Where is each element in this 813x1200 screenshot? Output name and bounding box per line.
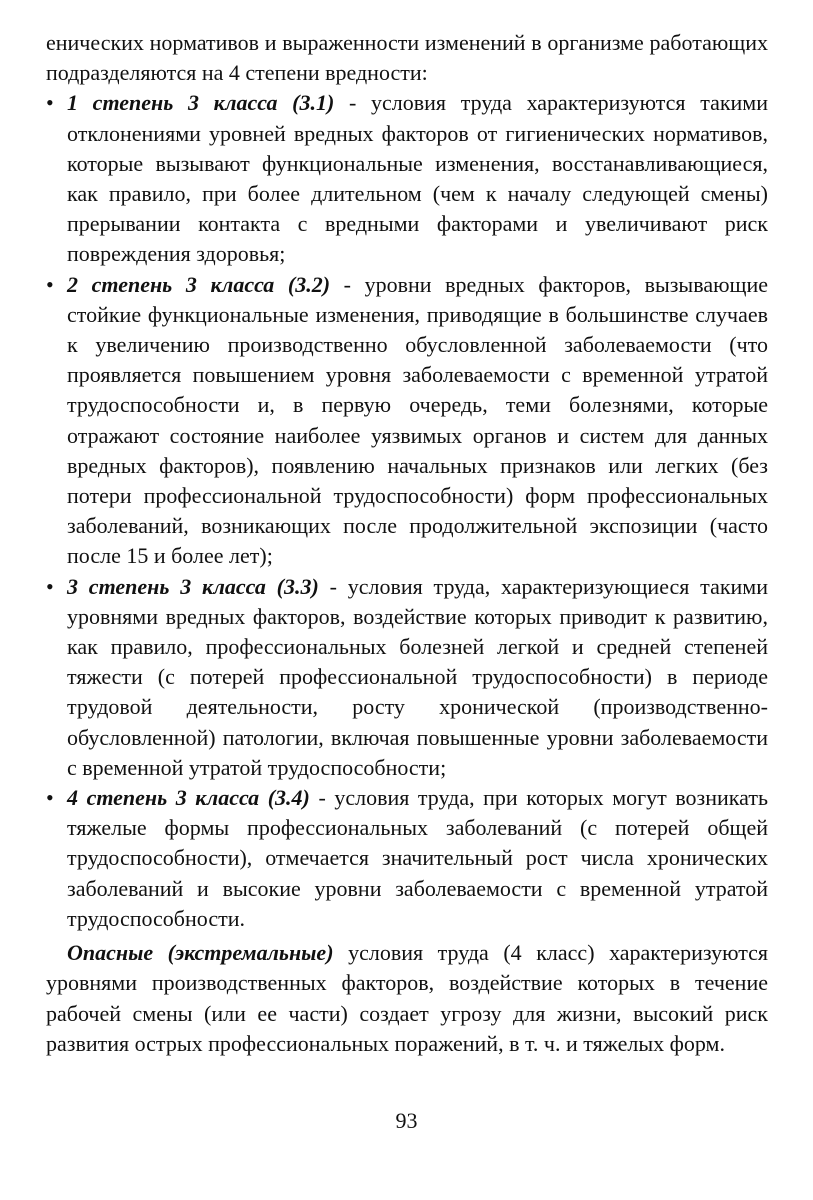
hazard-grades-list	[46, 88, 768, 934]
grade-description: - условия труда характеризуются такими отклонениями уровней вредных факторов от гигиенических нормативов, которые вызывают функциональные изменения, восстанавливающиеся, как правило, при более длительном (чем к началу следующей смены) прерывании контакта с вредными факторами и увеличивают риск повреждения здоровья;	[67, 90, 768, 267]
bullet-icon: •	[46, 90, 54, 116]
list-item	[46, 783, 768, 934]
grade-term: 3 степень 3 класса (3.3)	[67, 573, 319, 599]
grade-term: 4 степень 3 класса (3.4)	[67, 785, 310, 811]
list-item	[46, 88, 768, 269]
list-item	[46, 270, 768, 572]
grade-description: - условия труда, характеризующиеся такими уровнями вредных факторов, воздействие которых приводит к развитию, как правило, профессиональных болезней легкой и средней степеней тяжести (с потерей профессиональной трудоспособности) в периоде трудовой деятельности, росту хронической (производственно-обусловленной) патологии, включая повышенные уровни заболеваемости с временной утратой трудоспособности;	[67, 573, 768, 780]
grade-term: 1 степень 3 класса (3.1)	[67, 90, 335, 116]
page-body	[46, 28, 768, 1059]
closing-term: Опасные (экстремальные)	[67, 940, 334, 966]
grade-description: - уровни вредных факторов, вызывающие стойкие функциональные изменения, приводящие в большинстве случаев к увеличению производственно обусловленной заболеваемости (что проявляется повышением уровня заболеваемости с временной утратой трудоспособности и, в первую очередь, теми болезнями, которые отражают состояние наиболее уязвимых органов и систем для данных вредных факторов), появлению начальных признаков или легких (без потери профессиональной трудоспособности) форм профессиональных заболеваний, возникающих после продолжительной экспозиции (часто после 15 и более лет);	[67, 271, 768, 569]
grade-description: - условия труда, при которых могут возникать тяжелые формы профессиональных заболеваний (с потерей общей трудоспособности), отмечается значительный рост числа хронических заболеваний и высокие уровни заболеваемости с временной утратой трудоспособности.	[67, 785, 768, 931]
closing-description: условия труда (4 класс) характеризуются уровнями производственных факторов, воздействие которых в течение рабочей смены (или ее части) создает угрозу для жизни, высокий риск развития острых профессиональных поражений, в т. ч. и тяжелых форм.	[46, 940, 768, 1056]
bullet-icon: •	[46, 271, 54, 297]
grade-term: 2 степень 3 класса (3.2)	[67, 271, 331, 297]
bullet-icon: •	[46, 785, 54, 811]
intro-paragraph: енических нормативов и выраженности изменений в организме работающих подразделяются на 4 степени вредности:	[46, 30, 768, 86]
closing-paragraph	[46, 938, 768, 1059]
page-number: 93	[395, 1108, 418, 1133]
list-item	[46, 572, 768, 783]
bullet-icon: •	[46, 573, 54, 599]
